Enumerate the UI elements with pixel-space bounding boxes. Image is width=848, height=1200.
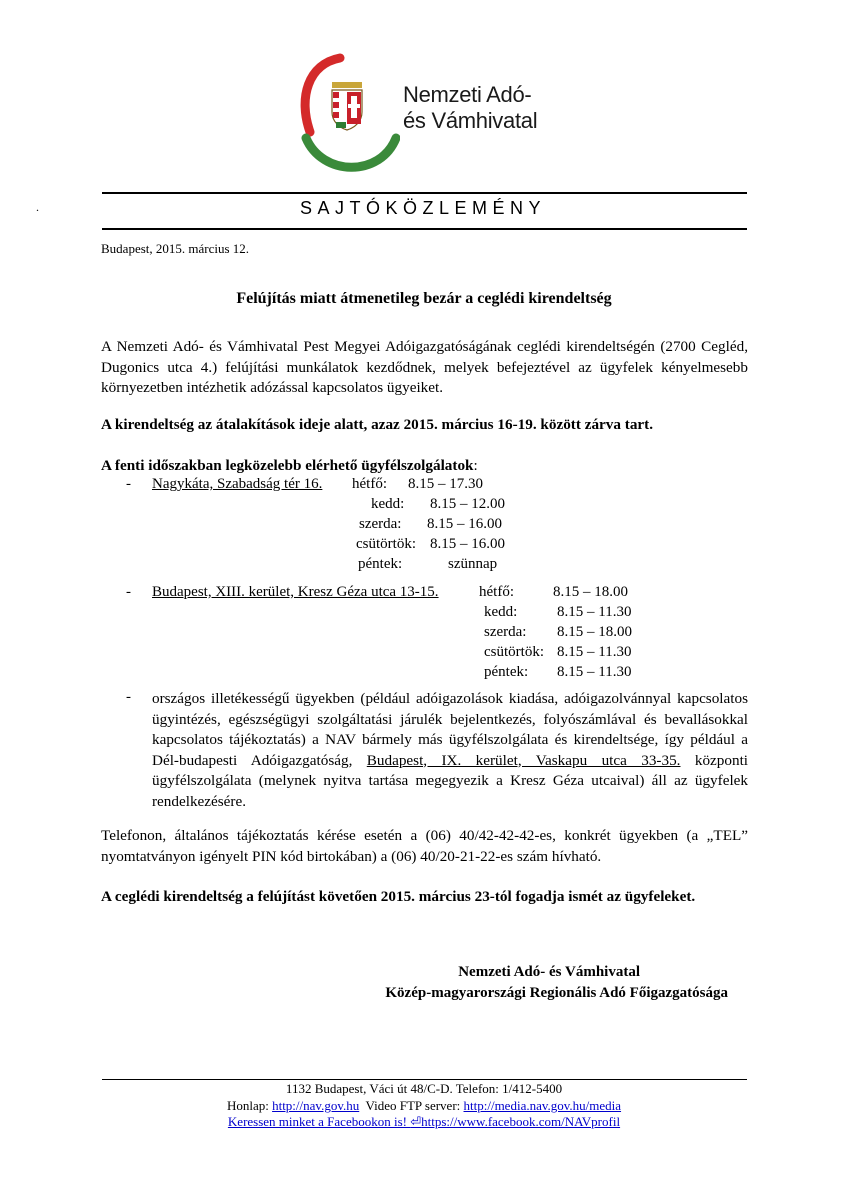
- facebook-label[interactable]: Keressen minket a Facebookon is!: [227, 1114, 411, 1129]
- offices-heading: [101, 456, 748, 477]
- office1-time: szünnap: [448, 556, 498, 572]
- ftp-link[interactable]: http://media.nav.gov.hu/media: [463, 1098, 622, 1113]
- signature-line1: Nemzeti Adó- és Vámhivatal: [458, 964, 640, 980]
- office2-day: hétfő:: [479, 584, 514, 600]
- header-bottom-rule: [102, 228, 747, 230]
- office1-time: 8.15 – 16.00: [427, 516, 502, 532]
- intro-paragraph: A Nemzeti Adó- és Vámhivatal Pest Megyei Adóigazgatóságának ceglédi kirendeltségén (2700 Cegléd, Dugonics utca 4.) felújítási munkálatok kezdődnek, melyek befejeztével az ügyfelek kényelmesebb környezetben intézhetik adózással kapcsolatos ügyeiket.: [101, 338, 748, 396]
- stray-dot: .: [36, 200, 39, 214]
- office1-day: péntek:: [358, 556, 403, 572]
- coat-of-arms-icon: [332, 82, 362, 130]
- office3-address: Budapest, IX. kerület, Vaskapu utca 33-35.: [366, 751, 681, 769]
- office2-day: péntek:: [484, 664, 529, 680]
- office1-time: 8.15 – 12.00: [430, 496, 505, 512]
- office1-day: hétfő:: [352, 476, 387, 492]
- office2-day: csütörtök:: [484, 644, 544, 660]
- office1-time: 8.15 – 17.30: [408, 476, 483, 492]
- bullet: -: [126, 476, 131, 492]
- release-date: Budapest, 2015. március 12.: [101, 241, 250, 256]
- office2-time: 8.15 – 18.00: [557, 624, 632, 640]
- office3-paragraph: [152, 689, 748, 812]
- return-arrow-icon: ⏎: [410, 1114, 422, 1129]
- footer-rule: [102, 1079, 747, 1080]
- page-title: Felújítás miatt átmenetileg bezár a ceglédi kirendeltség: [236, 290, 612, 307]
- office2-day: szerda:: [484, 624, 527, 640]
- office1-day: csütörtök:: [356, 536, 416, 552]
- homepage-label: Honlap:: [226, 1098, 273, 1113]
- ftp-label: Video FTP server:: [359, 1098, 464, 1113]
- homepage-link[interactable]: http://nav.gov.hu: [272, 1098, 360, 1113]
- bullet: -: [126, 689, 131, 705]
- header-top-rule: [102, 192, 747, 194]
- press-release-label: SAJTÓKÖZLEMÉNY: [300, 198, 547, 218]
- nav-logo: [296, 52, 400, 176]
- org-name-line2: és Vámhivatal: [403, 108, 538, 133]
- footer-address: 1132 Budapest, Váci út 48/C-D. Telefon: 1/412-5400: [285, 1081, 563, 1096]
- offices-heading-colon: :: [473, 457, 478, 474]
- office2-time: 8.15 – 11.30: [557, 644, 632, 660]
- office2-time: 8.15 – 11.30: [557, 604, 632, 620]
- office3-text-before: országos illetékességű ügyekben (például adóigazolások kiadása, adóigazolvánnyal kapcsolatos ügyintézés, egészségügyi szolgáltatási járulék bejelentkezés, folyószámlával és bevallásokkal kapcsolatos tájékoztatás) a NAV bármely más ügyfélszolgálata és kirendeltsége, így például a Dél-budapesti Adóigazgatóság,: [152, 690, 748, 769]
- facebook-link[interactable]: https://www.facebook.com/NAVprofil: [421, 1114, 621, 1129]
- signature-line2: Közép-magyarországi Regionális Adó Főigazgatósága: [385, 985, 728, 1001]
- logo-green-arc: [306, 138, 396, 167]
- office1-address: Nagykáta, Szabadság tér 16.: [152, 476, 323, 492]
- office2-address: Budapest, XIII. kerület, Kresz Géza utca 13-15.: [152, 584, 439, 600]
- office2-day: kedd:: [484, 604, 518, 620]
- bullet: -: [126, 584, 131, 600]
- office2-time: 8.15 – 11.30: [557, 664, 632, 680]
- phone-paragraph: Telefonon, általános tájékoztatás kérése esetén a (06) 40/42-42-42-es, konkrét ügyekben (a „TEL” nyomtatványon igényelt PIN kód birtokában) a (06) 40/20-21-22-es szám hívható.: [101, 827, 748, 865]
- closure-notice: A kirendeltség az átalakítások ideje alatt, azaz 2015. március 16-19. között zárva tart.: [101, 416, 654, 433]
- offices-heading-text: A fenti időszakban legközelebb elérhető ügyfélszolgálatok: [101, 457, 474, 474]
- office2-time: 8.15 – 18.00: [553, 584, 628, 600]
- org-name-line1: Nemzeti Adó-: [403, 82, 532, 107]
- office1-day: kedd:: [371, 496, 405, 512]
- office3-text-after: központi ügyfélszolgálata (melynek nyitva tartása megegyezik a Kresz Géza utcaival) áll az ügyfelek rendelkezésére.: [152, 751, 749, 810]
- office1-time: 8.15 – 16.00: [430, 536, 505, 552]
- footer-links: [0, 1098, 848, 1114]
- reopen-notice: A ceglédi kirendeltség a felújítást követően 2015. március 23-tól fogadja ismét az ügyfeleket.: [101, 888, 696, 905]
- office1-day: szerda:: [359, 516, 402, 532]
- footer-facebook[interactable]: [0, 1114, 848, 1130]
